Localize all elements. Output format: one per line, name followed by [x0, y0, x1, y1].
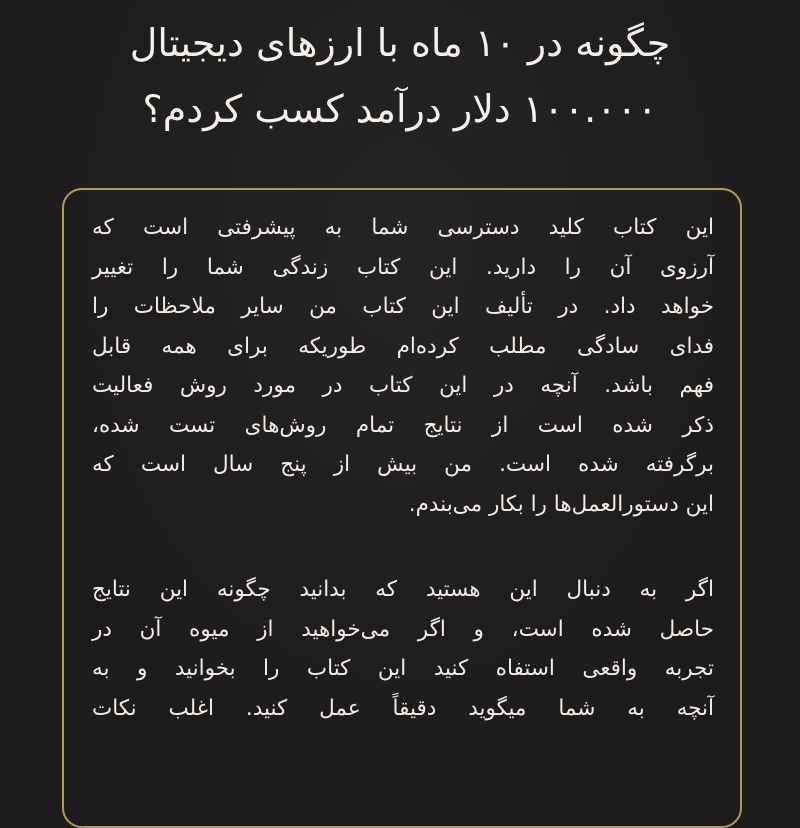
- title-line-1: چگونه در ۱۰ ماه با ارزهای دیجیتال: [129, 21, 671, 65]
- text-line: آنچه به شما میگوید دقیقاً عمل کنید. اغلب نکات: [92, 695, 714, 721]
- book-title: [40, 10, 760, 142]
- blurb-text: [92, 208, 714, 728]
- text-line: حاصل شده است، و اگر می‌خواهید از میوه آن در: [92, 616, 714, 642]
- text-line: خواهد داد. در تألیف این کتاب من سایر ملاحظات را: [92, 294, 714, 319]
- text-line: ذکر شده است از نتایج تمام روش‌های تست شده،: [92, 412, 714, 438]
- blurb-paragraph-1: [92, 208, 714, 524]
- text-line: این دستورالعمل‌ها را بکار می‌بندم.: [408, 491, 714, 517]
- text-line: اگر به دنبال این هستید که بدانید چگونه این نتایج: [92, 577, 714, 602]
- text-line: آرزوی آن را دارید. این کتاب زندگی شما را تغییر: [92, 254, 714, 280]
- blurb-paragraph-2: [92, 570, 714, 728]
- text-line: تجربه واقعی استفاه کنید این کتاب را بخوانید و به: [92, 656, 714, 681]
- text-line: فهم باشد. آنچه در این کتاب در مورد روش فعالیت: [92, 373, 714, 398]
- text-line: فدای سادگی مطلب کرده‌ام طوریکه برای همه قابل: [92, 333, 714, 359]
- title-line-2: ۱۰۰.۰۰۰ دلار درآمد کسب کردم؟: [142, 87, 658, 131]
- text-line: این کتاب کلید دسترسی شما به پیشرفتی است که: [92, 215, 714, 240]
- text-line: برگرفته شده است. من بیش از پنج سال است که: [92, 452, 714, 477]
